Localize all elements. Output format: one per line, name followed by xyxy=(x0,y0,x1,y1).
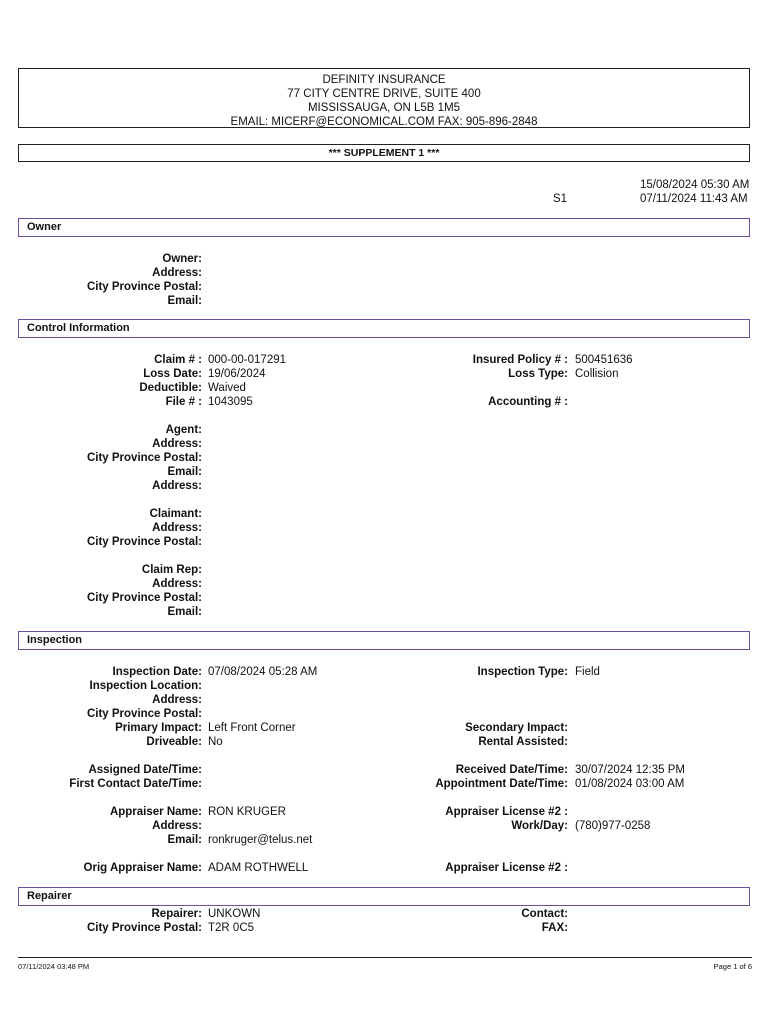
repairer-contact-label: Contact: xyxy=(521,908,568,920)
claimant-address-label: Address: xyxy=(152,522,202,534)
footer-divider xyxy=(18,957,752,958)
supplement-banner: *** SUPPLEMENT 1 *** xyxy=(18,144,750,162)
appraiser-email-value: ronkruger@telus.net xyxy=(208,834,313,846)
claim-rep-city-label: City Province Postal: xyxy=(86,592,202,604)
deductible-label: Deductible: xyxy=(139,382,202,394)
loss-type-value: Collision xyxy=(575,368,619,380)
file-number-value: 1043095 xyxy=(208,396,253,408)
date-2: 07/11/2024 11:43 AM xyxy=(640,193,748,205)
appraiser-name-label: Appraiser Name: xyxy=(109,806,202,818)
company-contact: EMAIL: MICERF@ECONOMICAL.COM FAX: 905-896-2848 xyxy=(230,116,538,128)
received-datetime-label: Received Date/Time: xyxy=(455,764,568,776)
agent-email-label: Email: xyxy=(167,466,202,478)
orig-appraiser-name-value: ADAM ROTHWELL xyxy=(208,862,309,874)
section-inspection: Inspection xyxy=(18,631,750,650)
agent-address2-label: Address: xyxy=(152,480,202,492)
owner-label: Owner: xyxy=(162,253,202,265)
primary-impact-label: Primary Impact: xyxy=(115,722,202,734)
appraiser-address-label: Address: xyxy=(152,820,202,832)
driveable-label: Driveable: xyxy=(146,736,202,748)
appraiser-license-label: Appraiser License #2 : xyxy=(445,806,568,818)
driveable-value: No xyxy=(208,736,223,748)
inspection-type-label: Inspection Type: xyxy=(477,666,568,678)
first-contact-label: First Contact Date/Time: xyxy=(69,778,202,790)
workday-value: (780)977-0258 xyxy=(575,820,651,832)
insured-policy-label: Insured Policy # : xyxy=(472,354,568,366)
assigned-datetime-label: Assigned Date/Time: xyxy=(88,764,202,776)
inspection-address-label: Address: xyxy=(152,694,202,706)
file-number-label: File # : xyxy=(165,396,202,408)
company-city: MISSISSAUGA, ON L5B 1M5 xyxy=(307,102,461,114)
primary-impact-value: Left Front Corner xyxy=(208,722,296,734)
footer-page-number: Page 1 of 6 xyxy=(713,962,752,971)
received-datetime-value: 30/07/2024 12:35 PM xyxy=(575,764,685,776)
inspection-city-label: City Province Postal: xyxy=(86,708,202,720)
company-header xyxy=(18,68,750,128)
appointment-datetime-value: 01/08/2024 03:00 AM xyxy=(575,778,685,790)
appointment-datetime-label: Appointment Date/Time: xyxy=(435,778,568,790)
repairer-value: UNKOWN xyxy=(208,908,261,920)
owner-city-label: City Province Postal: xyxy=(86,281,202,293)
workday-label: Work/Day: xyxy=(511,820,568,832)
appraiser-name-value: RON KRUGER xyxy=(208,806,286,818)
footer-timestamp: 07/11/2024 03:48 PM xyxy=(18,962,90,971)
secondary-impact-label: Secondary Impact: xyxy=(465,722,568,734)
section-control-information: Control Information xyxy=(18,319,750,338)
inspection-date-value: 07/08/2024 05:28 AM xyxy=(208,666,318,678)
repairer-label: Repairer: xyxy=(151,908,202,920)
supplement-code: S1 xyxy=(553,193,568,205)
agent-label: Agent: xyxy=(165,424,202,436)
date-1: 15/08/2024 05:30 AM xyxy=(640,179,750,191)
owner-email-label: Email: xyxy=(167,295,202,307)
repairer-city-label: City Province Postal: xyxy=(86,922,202,934)
inspection-date-label: Inspection Date: xyxy=(112,666,202,678)
accounting-number-label: Accounting # : xyxy=(488,396,568,408)
claimant-city-label: City Province Postal: xyxy=(86,536,202,548)
claim-rep-email-label: Email: xyxy=(167,606,202,618)
repairer-city-value: T2R 0C5 xyxy=(208,922,255,934)
appraiser-email-label: Email: xyxy=(167,834,202,846)
section-repairer: Repairer xyxy=(18,887,750,906)
insured-policy-value: 500451636 xyxy=(575,354,633,366)
agent-address-label: Address: xyxy=(152,438,202,450)
claim-rep-label: Claim Rep: xyxy=(141,564,202,576)
inspection-type-value: Field xyxy=(575,666,600,678)
orig-appraiser-name-label: Orig Appraiser Name: xyxy=(83,862,202,874)
loss-date-label: Loss Date: xyxy=(143,368,202,380)
loss-type-label: Loss Type: xyxy=(508,368,568,380)
owner-address-label: Address: xyxy=(152,267,202,279)
rental-assisted-label: Rental Assisted: xyxy=(478,736,568,748)
loss-date-value: 19/06/2024 xyxy=(208,368,266,380)
section-owner: Owner xyxy=(18,218,750,237)
claim-number-value: 000-00-017291 xyxy=(208,354,287,366)
company-name: DEFINITY INSURANCE xyxy=(322,74,446,86)
claim-rep-address-label: Address: xyxy=(152,578,202,590)
agent-city-label: City Province Postal: xyxy=(86,452,202,464)
claimant-label: Claimant: xyxy=(149,508,202,520)
orig-appraiser-license-label: Appraiser License #2 : xyxy=(445,862,568,874)
deductible-value: Waived xyxy=(208,382,246,394)
claim-number-label: Claim # : xyxy=(154,354,202,366)
repairer-fax-label: FAX: xyxy=(541,922,568,934)
inspection-location-label: Inspection Location: xyxy=(89,680,202,692)
company-street: 77 CITY CENTRE DRIVE, SUITE 400 xyxy=(287,88,481,100)
